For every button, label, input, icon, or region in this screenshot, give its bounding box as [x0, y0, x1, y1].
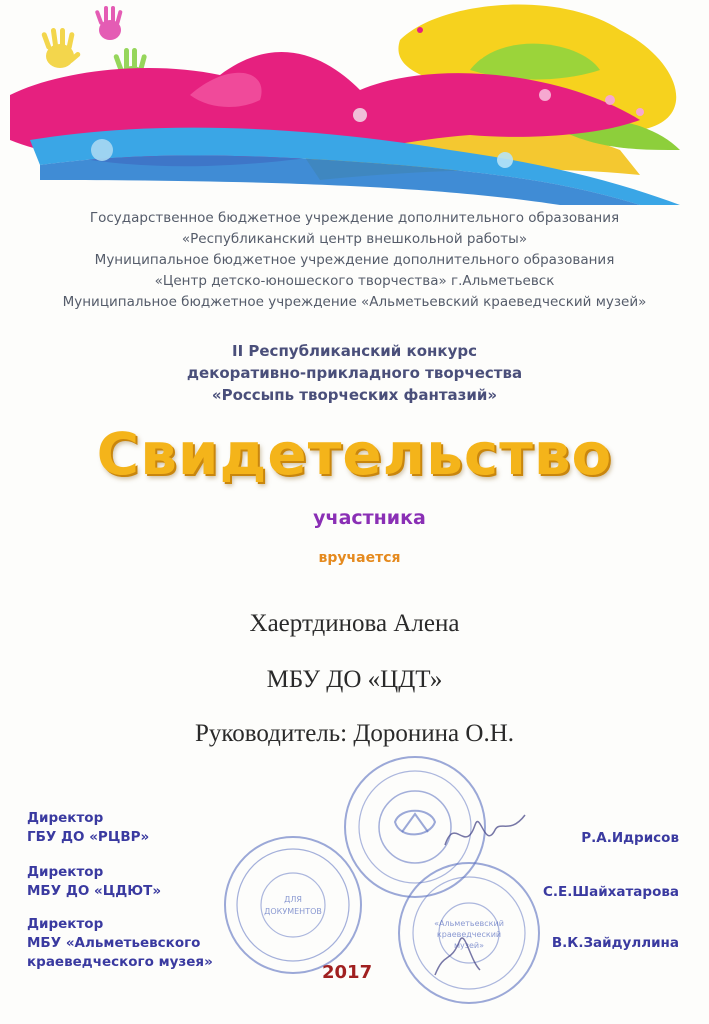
recipient-supervisor: Руководитель: Доронина О.Н.	[194, 720, 515, 747]
svg-text:краеведческий: краеведческий	[436, 930, 502, 939]
signatory-role-line: краеведческого музея»	[27, 954, 213, 970]
certificate-subtitle: участника	[313, 507, 426, 529]
signatory-role-line: ГБУ ДО «РЦВР»	[27, 829, 150, 845]
signatory-role-line: Директор	[27, 916, 104, 932]
contest-block	[0, 340, 709, 406]
svg-text:музей»: музей»	[453, 941, 485, 950]
handprint-icon	[95, 6, 123, 40]
signatory-name: С.Е.Шайхатарова	[543, 884, 679, 900]
signatory-name: В.К.Зайдуллина	[551, 935, 679, 951]
contest-line: II Республиканский конкурс	[232, 342, 477, 360]
handprint-icon	[41, 28, 81, 68]
signatory-role-line: Директор	[27, 864, 104, 880]
recipient-name: Хаертдинова Алена	[249, 610, 460, 637]
signatory-role	[27, 863, 161, 901]
signature-scribble	[430, 930, 490, 980]
organizations-block	[0, 208, 709, 313]
year: 2017	[322, 962, 373, 983]
signatory-role-line: Директор	[27, 810, 104, 826]
organization-line: «Центр детско-юношеского творчества» г.Альметьевск	[154, 273, 555, 289]
signatory-name: Р.А.Идрисов	[581, 830, 679, 846]
contest-line: «Россыпь творческих фантазий»	[211, 386, 498, 404]
contest-line: декоративно-прикладного творчества	[186, 364, 523, 382]
paint-splash-art	[0, 0, 709, 205]
signatory-role-line: МБУ «Альметьевского	[27, 935, 201, 951]
svg-text:ДОКУМЕНТОВ: ДОКУМЕНТОВ	[264, 907, 322, 916]
signatory-role	[27, 809, 149, 847]
organization-line: Муниципальное бюджетное учреждение дополнительного образования	[94, 252, 615, 268]
svg-text:ДЛЯ: ДЛЯ	[284, 895, 302, 904]
organization-line: Муниципальное бюджетное учреждение «Альметьевский краеведческий музей»	[62, 294, 647, 310]
recipient-institution: МБУ ДО «ЦДТ»	[266, 666, 443, 693]
awarded-text: вручается	[318, 550, 401, 566]
signatory-role-line: МБУ ДО «ЦДЮТ»	[27, 883, 162, 899]
organization-line: «Республиканский центр внешкольной работы»	[181, 231, 528, 247]
svg-text:«Альметьевский: «Альметьевский	[434, 919, 504, 928]
signatory-role	[27, 915, 213, 972]
certificate-title: Свидетельство	[96, 420, 613, 488]
signature-scribble	[440, 805, 530, 860]
organization-line: Государственное бюджетное учреждение дополнительного образования	[89, 210, 620, 226]
